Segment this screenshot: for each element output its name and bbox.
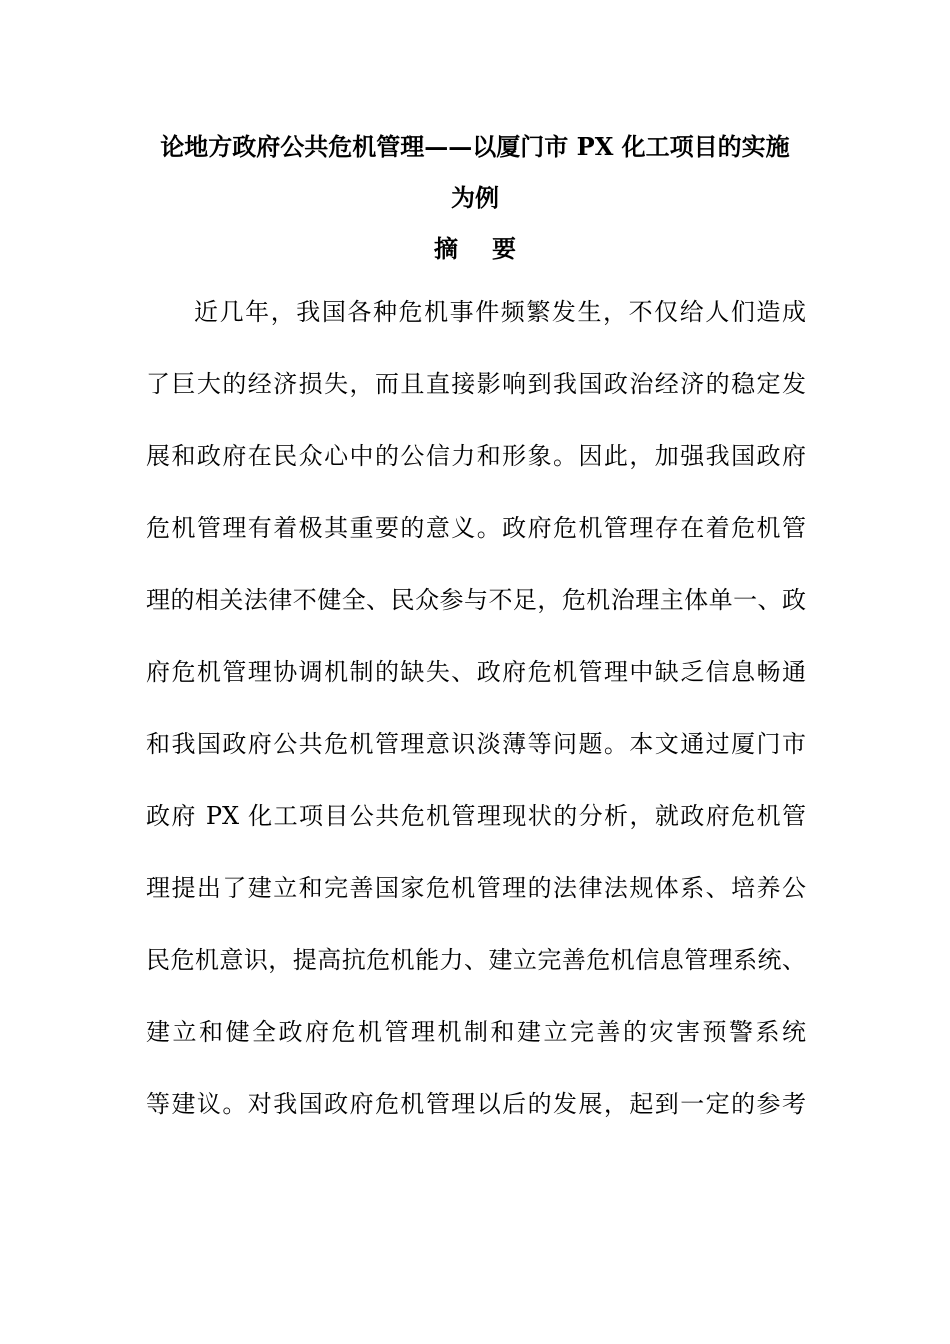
document-title-line-1: 论地方政府公共危机管理——以厦门市 PX 化工项目的实施 <box>160 132 790 161</box>
abstract-line-10: 民危机意识，提高抗危机能力、建立完善危机信息管理系统、 <box>146 946 806 974</box>
abstract-line-2: 了巨大的经济损失，而且直接影响到我国政治经济的稳定发 <box>146 370 806 398</box>
abstract-line-6: 府危机管理协调机制的缺失、政府危机管理中缺乏信息畅通 <box>146 658 806 686</box>
abstract-line-1: 近几年，我国各种危机事件频繁发生，不仅给人们造成 <box>194 298 806 326</box>
abstract-line-12: 等建议。对我国政府危机管理以后的发展，起到一定的参考 <box>146 1090 806 1118</box>
abstract-line-5: 理的相关法律不健全、民众参与不足，危机治理主体单一、政 <box>146 586 806 614</box>
abstract-line-9: 理提出了建立和完善国家危机管理的法律法规体系、培养公 <box>146 874 806 902</box>
abstract-line-3: 展和政府在民众心中的公信力和形象。因此，加强我国政府 <box>146 442 806 470</box>
abstract-heading: 摘要 <box>434 234 550 263</box>
abstract-line-8: 政府 PX 化工项目公共危机管理现状的分析，就政府危机管 <box>146 802 806 830</box>
abstract-line-4: 危机管理有着极其重要的意义。政府危机管理存在着危机管 <box>146 514 806 542</box>
abstract-line-7: 和我国政府公共危机管理意识淡薄等问题。本文通过厦门市 <box>146 730 806 758</box>
abstract-line-11: 建立和健全政府危机管理机制和建立完善的灾害预警系统 <box>146 1018 806 1046</box>
document-title-line-2: 为例 <box>451 183 499 212</box>
